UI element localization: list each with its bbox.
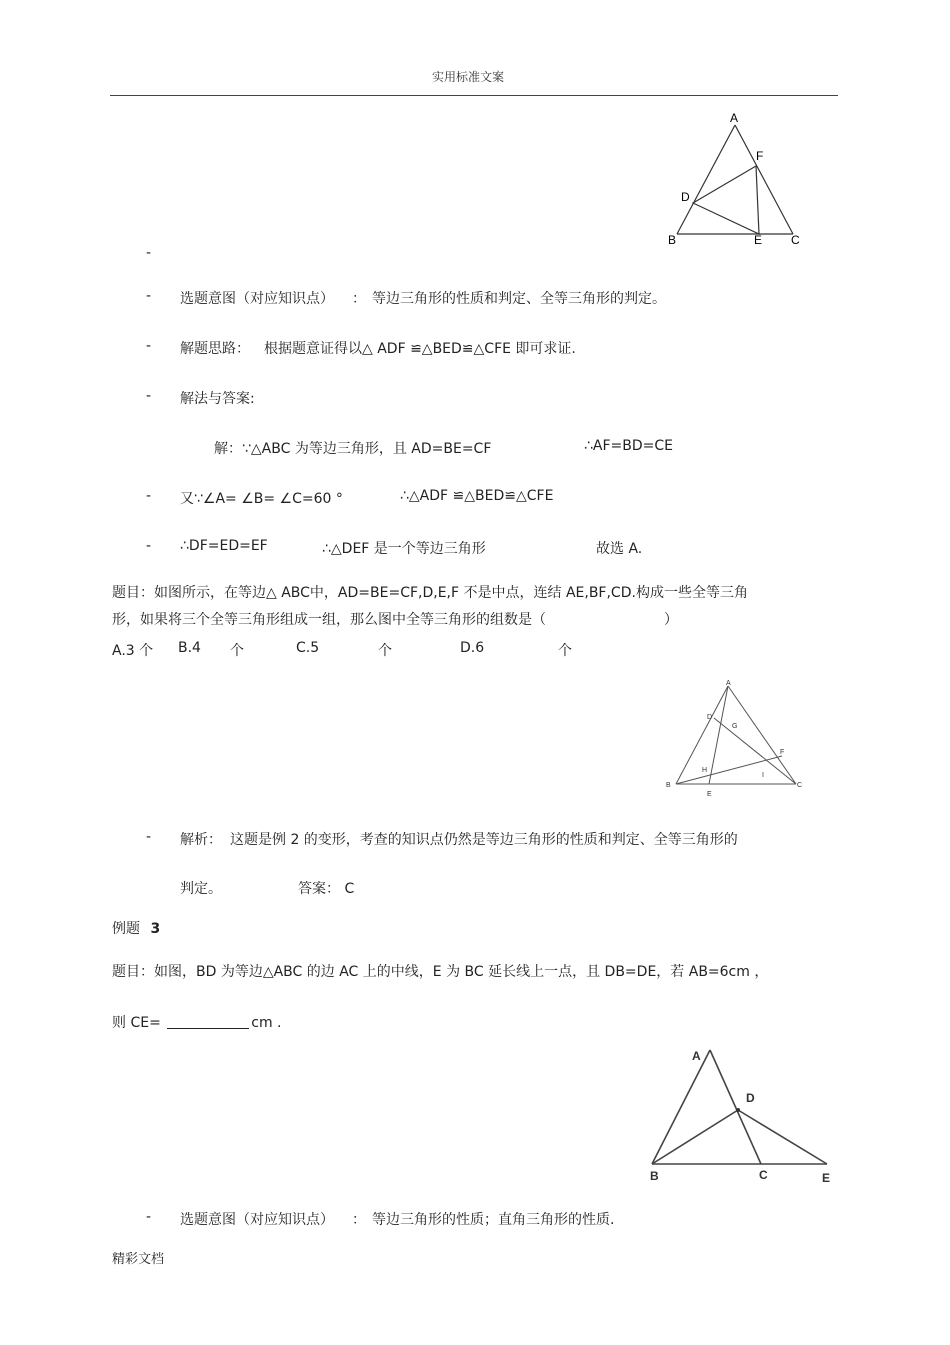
intent-colon-3: ： xyxy=(352,1212,366,1228)
option-b: B.4 xyxy=(178,640,201,656)
answer-blank xyxy=(167,1014,249,1029)
fig2-label-c: C xyxy=(797,782,803,789)
fig3-label-e: E xyxy=(822,1171,831,1185)
header-rule xyxy=(110,95,838,96)
solution-line-2b: ∴△ADF ≌△BED≌△CFE xyxy=(400,488,554,504)
bullet-dash: - xyxy=(146,388,152,404)
fig2-label-b: B xyxy=(666,782,671,789)
figure-3-triangle xyxy=(642,1042,838,1188)
fig2-label-h: H xyxy=(702,767,708,774)
option-c: C.5 xyxy=(296,640,320,656)
method-label: 解法与答案: xyxy=(180,391,255,407)
analysis-label: 解析： xyxy=(180,832,222,848)
fig2-label-d: D xyxy=(707,714,713,721)
example-3-heading xyxy=(112,918,160,938)
bullet-dash: - xyxy=(146,1209,152,1225)
solution-line-3c: 故选 A. xyxy=(596,541,643,557)
fig3-label-a: A xyxy=(692,1049,701,1063)
figure-2-triangle xyxy=(662,676,808,800)
question-3-prefix: 则 CE= xyxy=(112,1015,161,1031)
figure-1-triangle xyxy=(660,110,810,250)
fig1-label-b: B xyxy=(668,233,677,247)
page-footer: 精彩文档 xyxy=(112,1252,165,1267)
bullet-dash: - xyxy=(146,488,152,504)
approach-label: 解题思路： xyxy=(180,341,250,357)
analysis-continued: 判定。 xyxy=(180,881,222,897)
solution-line-1b: ∴AF=BD=CE xyxy=(584,438,674,454)
option-a: A.3 个 xyxy=(112,643,154,659)
fig3-label-b: B xyxy=(650,1169,659,1183)
fig1-label-a: A xyxy=(730,111,739,125)
option-d-unit: 个 xyxy=(558,643,572,659)
bullet-dash: - xyxy=(146,288,152,304)
question-3-line-2 xyxy=(112,1012,282,1032)
option-d: D.6 xyxy=(460,640,485,656)
bullet-dash: - xyxy=(146,829,152,845)
solution-line-1a: 解：∵△ABC 为等边三角形，且 AD=BE=CF xyxy=(214,441,492,457)
bullet-dash: - xyxy=(146,538,152,554)
fig1-label-e: E xyxy=(754,233,763,247)
fig2-label-g: G xyxy=(732,723,738,730)
example-heading-number: 3 xyxy=(150,921,161,937)
fig2-label-e: E xyxy=(707,791,712,798)
solution-line-3b: ∴△DEF 是一个等边三角形 xyxy=(322,541,486,557)
intent-label: 选题意图（对应知识点） xyxy=(180,291,334,307)
intent-text: 等边三角形的性质和判定、全等三角形的判定。 xyxy=(372,291,666,307)
fig2-label-i: I xyxy=(762,772,764,779)
fig3-label-d: D xyxy=(746,1091,755,1105)
solution-line-2a: 又∵∠A= ∠B= ∠C=60 ° xyxy=(180,491,343,507)
bullet-dash: - xyxy=(146,338,152,354)
fig1-label-c: C xyxy=(791,233,800,247)
fig3-label-c: C xyxy=(759,1168,768,1182)
page-header: 实用标准文案 xyxy=(432,70,505,84)
intent-label-3: 选题意图（对应知识点） xyxy=(180,1212,334,1228)
fig2-label-f: F xyxy=(780,749,785,756)
question-2-line-1: 题目：如图所示，在等边△ ABC中，AD=BE=CF,D,E,F 不是中点，连结 AE,BF,CD.构成一些全等三角 xyxy=(112,585,748,601)
fig2-label-a: A xyxy=(726,680,731,687)
intent-colon: ： xyxy=(352,291,366,307)
question-2-paren-close: ） xyxy=(664,612,678,628)
analysis-text: 这题是例 2 的变形，考查的知识点仍然是等边三角形的性质和判定、全等三角形的 xyxy=(230,832,738,848)
bullet-dash: - xyxy=(146,245,152,261)
intent-text-3: 等边三角形的性质；直角三角形的性质. xyxy=(372,1212,615,1228)
question-2-line-2: 形，如果将三个全等三角形组成一组，那么图中全等三角形的组数是（ xyxy=(112,612,546,628)
example-heading-prefix: 例题 xyxy=(112,921,140,937)
fig1-label-f: F xyxy=(756,149,764,163)
approach-text: 根据题意证得以△ ADF ≌△BED≌△CFE 即可求证. xyxy=(264,341,576,357)
question-3-suffix: cm . xyxy=(251,1015,282,1031)
option-c-unit: 个 xyxy=(378,643,392,659)
answer: 答案： C xyxy=(298,881,355,897)
question-3-line-1: 题目：如图，BD 为等边△ABC 的边 AC 上的中线，E 为 BC 延长线上一点，且 DB=DE，若 AB=6cm ， xyxy=(112,964,769,980)
fig1-label-d: D xyxy=(681,190,690,204)
solution-line-3a: ∴DF=ED=EF xyxy=(180,538,268,554)
option-b-unit: 个 xyxy=(230,643,244,659)
